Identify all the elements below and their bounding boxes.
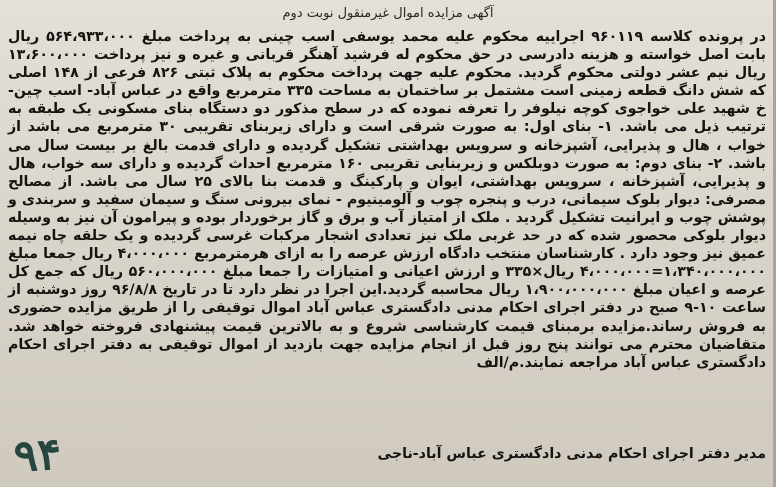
notice-signature: مدیر دفتر اجرای احکام مدنی دادگستری عباس آباد-ناجی — [377, 446, 766, 462]
notice-body: در پرونده کلاسه ۹۶۰۱۱۹ اجراییه محکوم علیه محمد یوسفی اسب چینی به پرداخت مبلغ ۵۶۴،۹۳۳،۰۰۰ ریال بابت اصل خواسته و هزینه دادرسی در حق محکوم له فرشید آهنگر قربانی و غیره و نیز پرداخت ۱۳،۶۰۰،۰۰۰ ریال نیم عشر دولتی محکوم گردید. محکوم علیه جهت پرداخت محکوم به پلاک ثبتی ۸۲۶ فرعی از ۱۴۸ اصلی که شش دانگ قطعه زمینی است مشتمل بر ساختمان به مساحت ۳۳۵ مترمربع واقع در عباس آباد- اسب چین- خ شهید علی خواجوی کوچه نیلوفر را تعرفه نموده که در سطح مذکور دو دستگاه بنای مسکونی یک طبقه به ترتیب ذیل می باشد. ۱- بنای اول: به صورت شرقی است و دارای زیربنای تقریبی ۳۰ مترمربع می باشد از خواب ، هال و پذیرایی، آشپزخانه و سرویس بهداشتی تشکیل گردیده و دارای قدمت بالغ بر بیست سال می باشد. ۲- بنای دوم: به صورت دوبلکس و زیربنایی تقریبی ۱۶۰ مترمربع احداث گردیده و دارای سه خواب، هال و پذیرایی، آشپزخانه ، سرویس بهداشتی، ایوان و پارکینگ و قدمت بنا بالای ۲۵ سال می باشد. از مصالح مصرفی: دیوار بلوک سیمانی، درب و پنجره چوب و آلومینیوم - نمای بیرونی سنگ و سیمان سفید و سربندی و پوشش چوب و ایرانیت تشکیل گردید . ملک از امتیاز آب و برق و گاز برخوردار بوده و پیرامون آن نیز به وسیله دیوار بلوکی محصور شده که در حد غربی ملک نیز تعدادی اشجار مرکبات غرسی گردیده و یک حلقه چاه نیمه عمیق نیز وجود دارد . کارشناسان منتخب دادگاه ارزش عرصه را به ازای هرمترمربع ۴،۰۰۰،۰۰۰ ریال جمعا مبلغ ۱،۳۴۰،۰۰۰،۰۰۰=۴،۰۰۰،۰۰۰ ریال×۳۳۵ و ارزش اعیانی و امتیازات را جمعا مبلغ ۵۶۰،۰۰۰،۰۰۰ ریال که جمع کل عرصه و اعیان مبلغ ۱،۹۰۰،۰۰۰،۰۰۰ ریال محاسبه گردید.این اجرا در نظر دارد تا در تاریخ ۹۶/۸/۸ روز دوشنبه از ساعت ۱۰-۹ صبح در دفتر اجرای احکام مدنی دادگستری عباس آباد اموال توقیفی را از طریق مزایده حضوری به فروش رساند.مزایده برمبنای قیمت کارشناسی شروع و به بالاترین قیمت پیشنهادی فروخته خواهد شد. متقاضیان محترم می توانند پنج روز قبل از انجام مزایده جهت بازدید از اموال توقیفی به دفتر اجرای احکام دادگستری عباس آباد مراجعه نمایند.م/الف — [8, 29, 767, 371]
handwritten-number: ۹۴ — [12, 428, 63, 483]
notice-title: آگهی مزایده اموال غیرمنقول نوبت دوم — [282, 6, 494, 21]
